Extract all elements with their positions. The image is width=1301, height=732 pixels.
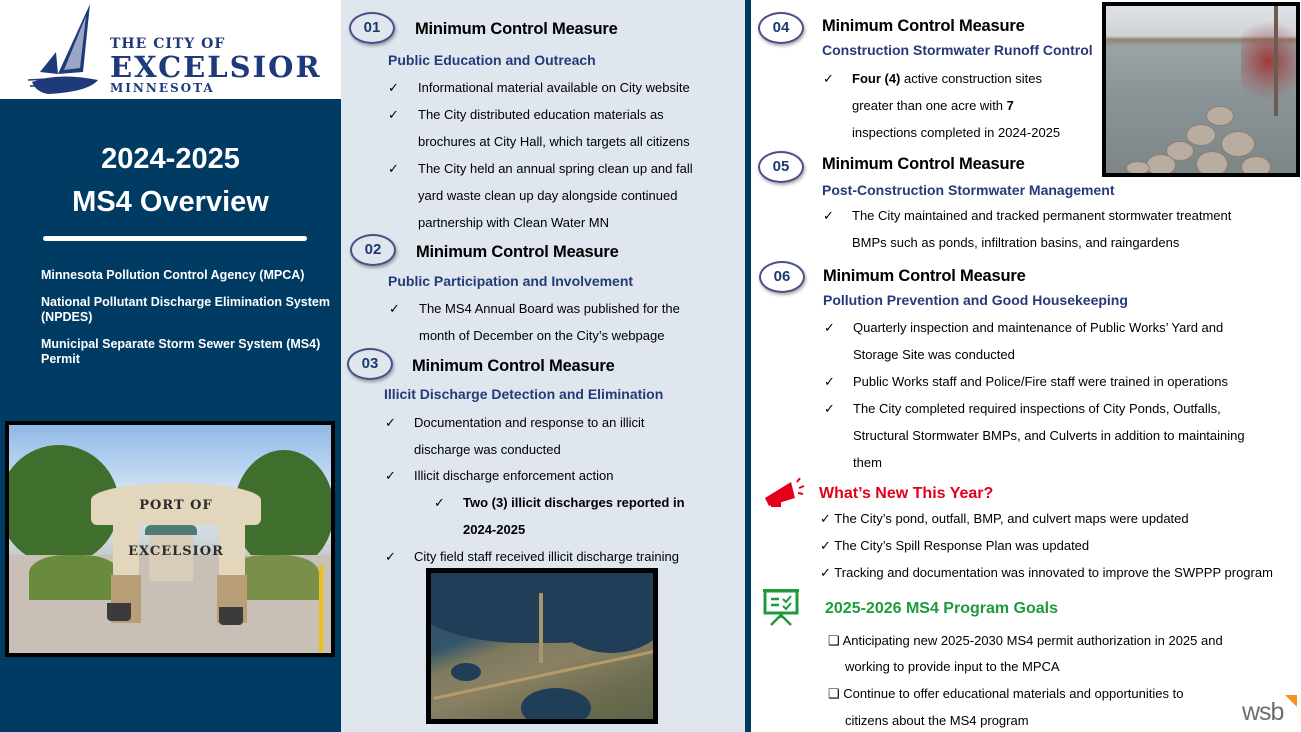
list-item: ❑ Anticipating new 2025-2030 MS4 permit authorization in 2025 and (828, 633, 1223, 648)
list-item-sub: 2024-2025 (463, 522, 526, 537)
logo-line3: MINNESOTA (110, 81, 215, 95)
active-sites-count: Four (4) (852, 71, 901, 86)
check-icon: ✓ (824, 401, 835, 416)
logo-text (110, 36, 322, 95)
list-item: ❑ Continue to offer educational materials and opportunities to (828, 686, 1184, 701)
list-item: Documentation and response to an illicit (414, 415, 645, 430)
check-icon: ✓ (820, 565, 831, 580)
checkbox-icon: ❑ (828, 633, 840, 648)
check-icon: ✓ (385, 549, 396, 564)
list-item: Four (4) active construction sites (852, 71, 1043, 86)
check-icon: ✓ (388, 107, 399, 122)
measure-number-badge: 04 (758, 12, 804, 44)
sailboat-logo-icon (28, 2, 108, 97)
check-icon: ✓ (388, 80, 399, 95)
measure-number-badge: 02 (350, 234, 396, 266)
logo-line1: THE CITY OF (110, 36, 226, 52)
list-item: greater than one acre with 7 (852, 98, 1014, 113)
check-icon: ✓ (389, 301, 400, 316)
list-item: partnership with Clean Water MN (418, 215, 609, 230)
check-icon: ✓ (824, 374, 835, 389)
check-icon: ✓ (824, 320, 835, 335)
agency-list (41, 268, 336, 379)
title-line1: 2024-2025 (101, 143, 240, 175)
agency-item: Municipal Separate Storm Sewer System (MS4) Permit (41, 337, 321, 366)
list-item: City field staff received illicit discharge training (414, 549, 679, 564)
measure-subtitle: Public Participation and Involvement (388, 273, 634, 289)
list-item: The City maintained and tracked permanent stormwater treatment (852, 208, 1232, 223)
list-item: Quarterly inspection and maintenance of Public Works’ Yard and (853, 320, 1224, 335)
list-item: yard waste clean up day alongside continued (418, 188, 678, 203)
list-item: Storage Site was conducted (853, 347, 1015, 362)
measure-subtitle: Construction Stormwater Runoff Control (822, 42, 1093, 58)
measure-heading: Minimum Control Measure (415, 20, 618, 38)
aerial-map-image (426, 568, 658, 724)
checkbox-icon: ❑ (828, 686, 840, 701)
photo-sign: PORT OF EXCELSIOR (91, 483, 261, 525)
check-icon: ✓ (388, 161, 399, 176)
list-item-sub: Two (3) illicit discharges reported in (463, 495, 685, 510)
check-icon: ✓ (434, 495, 445, 510)
wsb-logo: wsb (1242, 698, 1284, 726)
list-item: Public Works staff and Police/Fire staff were trained in operations (853, 374, 1229, 389)
list-item: them (853, 455, 882, 470)
lake-shoreline-photo (1102, 2, 1300, 177)
check-icon: ✓ (820, 511, 831, 526)
list-item: Structural Stormwater BMPs, and Culverts in addition to maintaining (853, 428, 1245, 443)
list-item: The City distributed education materials as (418, 107, 664, 122)
check-icon: ✓ (823, 208, 834, 223)
check-icon: ✓ (823, 71, 834, 86)
inspections-count: 7 (1006, 98, 1014, 113)
list-item: ✓ Tracking and documentation was innovated to improve the SWPPP program (820, 565, 1273, 580)
check-icon: ✓ (385, 468, 396, 483)
presentation-board-icon (763, 588, 799, 626)
list-item: inspections completed in 2024-2025 (852, 125, 1061, 140)
left-panel (0, 0, 341, 732)
panel-divider (745, 0, 751, 732)
page-title (0, 138, 341, 224)
list-item: brochures at City Hall, which targets all citizens (418, 134, 690, 149)
list-item: The MS4 Annual Board was published for the (419, 301, 680, 316)
agency-item: National Pollutant Discharge Elimination System (NPDES) (41, 295, 330, 324)
measure-heading: Minimum Control Measure (412, 357, 615, 375)
megaphone-icon (763, 478, 805, 510)
city-logo (0, 0, 341, 99)
list-item: month of December on the City’s webpage (419, 328, 665, 343)
measure-number-badge: 03 (347, 348, 393, 380)
measure-number-badge: 06 (759, 261, 805, 293)
measure-heading: Minimum Control Measure (822, 17, 1025, 35)
measure-number-badge: 01 (349, 12, 395, 44)
list-item: BMPs such as ponds, infiltration basins, and raingardens (852, 235, 1180, 250)
measure-subtitle: Post-Construction Stormwater Management (822, 182, 1115, 198)
measure-heading: Minimum Control Measure (822, 155, 1025, 173)
check-icon: ✓ (820, 538, 831, 553)
agency-item: Minnesota Pollution Control Agency (MPCA) (41, 268, 305, 282)
measure-number-badge: 05 (758, 151, 804, 183)
measure-heading: Minimum Control Measure (416, 243, 619, 261)
measure-subtitle: Illicit Discharge Detection and Elimination (384, 386, 664, 402)
check-icon: ✓ (385, 415, 396, 430)
list-item: Illicit discharge enforcement action (414, 468, 614, 483)
whats-new-heading: What’s New This Year? (819, 485, 994, 502)
title-line2: MS4 Overview (72, 186, 269, 218)
measure-subtitle: Public Education and Outreach (388, 52, 596, 68)
title-divider (43, 236, 307, 241)
list-item: Informational material available on City website (418, 80, 690, 95)
list-item: ✓ The City’s pond, outfall, BMP, and culvert maps were updated (820, 511, 1189, 526)
measure-heading: Minimum Control Measure (823, 267, 1026, 285)
list-item: The City held an annual spring clean up and fall (418, 161, 693, 176)
list-item: The City completed required inspections of City Ponds, Outfalls, (853, 401, 1221, 416)
list-item: discharge was conducted (414, 442, 561, 457)
list-item: working to provide input to the MPCA (845, 659, 1060, 674)
logo-line2: EXCELSIOR (110, 50, 322, 84)
wsb-logo-mark-icon (1285, 695, 1297, 707)
list-item: ✓ The City’s Spill Response Plan was updated (820, 538, 1090, 553)
measure-subtitle: Pollution Prevention and Good Housekeeping (823, 292, 1128, 308)
list-item: citizens about the MS4 program (845, 713, 1029, 728)
port-of-excelsior-photo (5, 421, 335, 657)
goals-heading: 2025-2026 MS4 Program Goals (825, 600, 1059, 617)
